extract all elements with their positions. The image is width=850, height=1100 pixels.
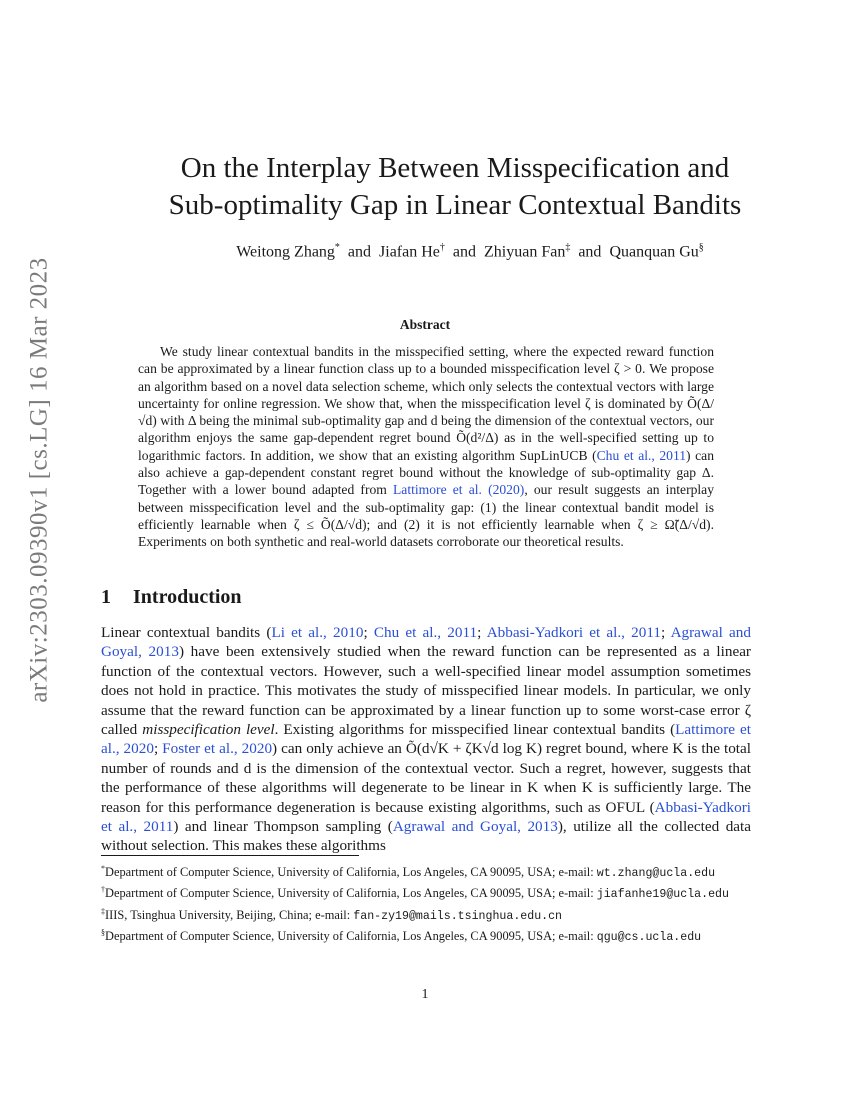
- footnote: [101, 861, 751, 882]
- footnote-mark: †: [101, 885, 105, 895]
- body-text: ) have been extensively studied when the reward function can be represented as a linear function of the contextual vectors. However, such a well-specified linear model assumption sometimes does not hold in practice. This motivates the study of misspecified linear models. In particular, we only assume that the reward function can be approximated by a linear function up to some worst-case error ζ called: [101, 643, 751, 739]
- footnote-mark: *: [101, 864, 105, 873]
- body-text: ), utilize all the collected data without selection. This makes these algorithms: [101, 818, 751, 855]
- footnote: [101, 882, 751, 903]
- author-mark: ‡: [565, 242, 571, 253]
- footnote-text: IIIS, Tsinghua University, Beijing, China; e-mail:: [105, 907, 354, 922]
- citation-link[interactable]: Lattimore et al. (2020): [393, 482, 525, 498]
- author-mark: †: [439, 242, 445, 253]
- citation-link[interactable]: Li et al., 2010: [271, 624, 364, 641]
- body-text: ;: [660, 624, 671, 641]
- section-number: 1: [101, 586, 111, 608]
- footnote-email: wt.zhang@ucla.edu: [596, 867, 716, 881]
- citation-link[interactable]: Abbasi-Yadkori et al., 2011: [101, 798, 751, 836]
- abstract-text: ) can also achieve a gap-dependent constant regret bound without the knowledge of sub-optimality gap Δ. Together with a lower bound adapted from: [138, 447, 714, 498]
- section-heading: [101, 586, 242, 609]
- footnote-text: Department of Computer Science, University of California, Los Angeles, CA 90095, USA; e-mail:: [105, 886, 597, 901]
- paper-title: [60, 150, 850, 224]
- section-title: Introduction: [133, 586, 242, 608]
- footnotes: [101, 861, 751, 947]
- body-text: ;: [363, 624, 374, 641]
- footnote-text: Department of Computer Science, University of California, Los Angeles, CA 90095, USA; e-mail:: [105, 865, 597, 880]
- body-text: ) can only achieve an Õ(d√K + ζK√d log K) regret bound, where K is the total number of rounds and d is the dimension of the contextual vector. Such a regret, however, suggests that the performance of these algorithms will degenerate to be linear in K when K is sufficiently large. The reason for this performance degeneration is because existing algorithms, such as OFUL (: [101, 740, 751, 816]
- author-list: [90, 242, 850, 261]
- body-text: ;: [153, 740, 163, 758]
- citation-link[interactable]: Abbasi-Yadkori et al., 2011: [486, 624, 661, 641]
- abstract-body: [138, 343, 714, 551]
- body-text: ;: [477, 624, 487, 641]
- and-word: and: [347, 243, 372, 261]
- page-number: 1: [421, 987, 429, 1002]
- footnote-text: Department of Computer Science, University of California, Los Angeles, CA 90095, USA; e-mail:: [105, 929, 597, 944]
- footnote-mark: ‡: [101, 906, 105, 916]
- footnote-mark: §: [101, 928, 105, 938]
- citation-link[interactable]: Chu et al., 2011: [373, 624, 478, 641]
- author-name: Quanquan Gu: [609, 243, 699, 261]
- citation-link[interactable]: Chu et al., 2011: [596, 447, 687, 463]
- author-name: Weitong Zhang: [236, 243, 335, 261]
- author-name: Jiafan He: [379, 243, 440, 261]
- abstract-text: We study linear contextual bandits in the misspecified setting, where the expected reward function can be approximated by a linear function class up to a bounded misspecification level ζ > 0. We propose an algorithm based on a novel data selection scheme, which only selects the contextual vectors with large uncertainty for online regression. We show that, when the misspecification level ζ is dominated by Õ(Δ/√d) with Δ being the minimal sub-optimality gap and d being the dimension of the contextual vectors, our algorithm enjoys the same gap-dependent regret bound Õ(d²/Δ) as in the well-specified setting up to logarithmic factors. In addition, we show that an existing algorithm SupLinUCB (: [138, 344, 714, 463]
- footnote: [101, 925, 751, 946]
- title-line-2: Sub-optimality Gap in Linear Contextual Bandits: [168, 189, 742, 221]
- citation-link[interactable]: Foster et al., 2020: [162, 740, 273, 758]
- citation-link[interactable]: Agrawal and Goyal, 2013: [392, 818, 558, 836]
- footnote: [101, 904, 751, 925]
- body-text: ) and linear Thompson sampling (: [173, 818, 393, 836]
- citation-link[interactable]: Agrawal and Goyal, 2013: [101, 624, 751, 661]
- footnote-email: fan-zy19@mails.tsinghua.edu.cn: [353, 909, 563, 923]
- title-line-1: On the Interplay Between Misspecification and: [180, 152, 730, 184]
- arxiv-id-text: arXiv:2303.09390v1 [cs.LG] 16 Mar 2023: [26, 257, 54, 703]
- and-word: and: [578, 243, 602, 261]
- and-word: and: [452, 243, 476, 261]
- footnote-divider: [101, 855, 359, 856]
- footnote-email: jiafanhe19@ucla.edu: [596, 888, 729, 902]
- introduction-paragraph: [101, 623, 751, 856]
- body-text: Linear contextual bandits (: [101, 624, 272, 641]
- abstract-text: , our result suggests an interplay between misspecification level and the sub-optimality gap: (1) the linear contextual bandit model is efficiently learnable when ζ ≤ Õ(Δ/√d); and (2) it is not efficiently learnable when ζ ≥ Ω̃(Δ/√d). Experiments on both synthetic and real-world datasets corroborate our theoretical results.: [138, 482, 714, 550]
- arxiv-sidebar-stamp: [17, 257, 63, 703]
- body-text: . Existing algorithms for misspecified linear contextual bandits (: [274, 721, 676, 739]
- author-name: Zhiyuan Fan: [484, 243, 566, 261]
- citation-link[interactable]: Lattimore et al., 2020: [101, 721, 751, 758]
- emphasized-term: misspecification level: [142, 721, 275, 739]
- author-mark: §: [698, 242, 704, 253]
- author-mark: *: [334, 242, 340, 253]
- abstract-heading: Abstract: [399, 317, 451, 332]
- footnote-email: qgu@cs.ucla.edu: [596, 931, 702, 945]
